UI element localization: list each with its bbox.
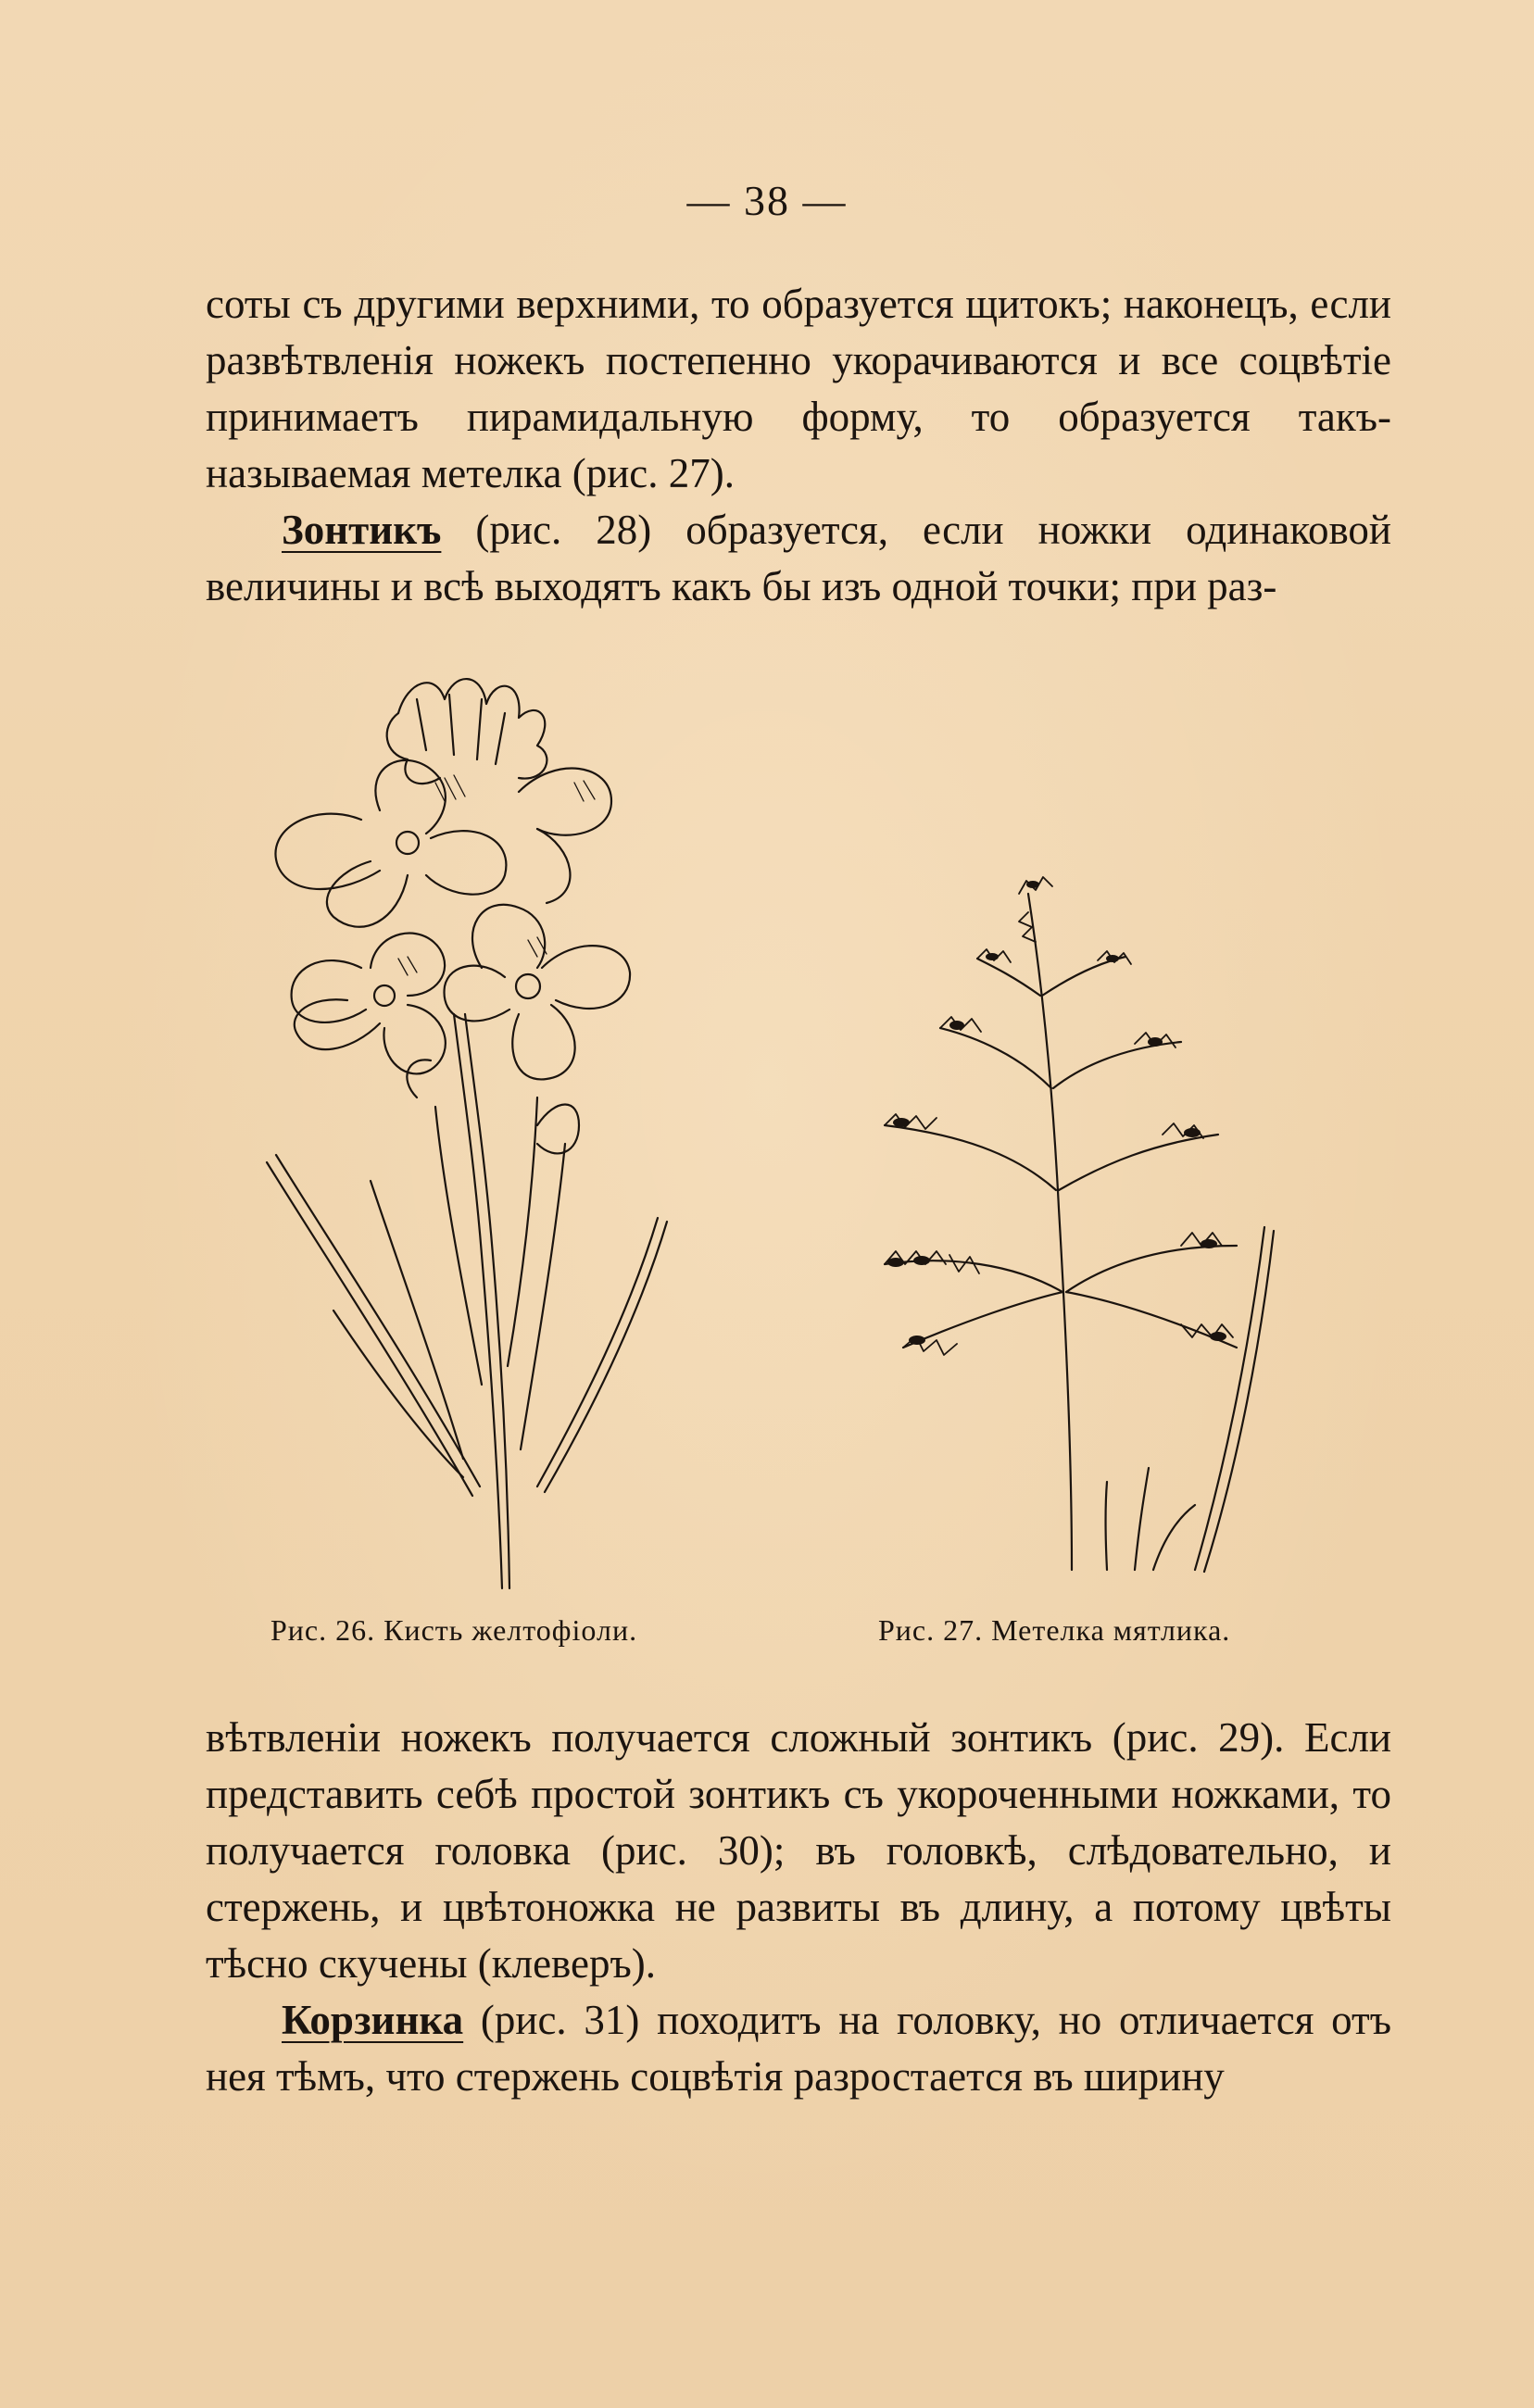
paragraph-slozhny-zontik: вѣтвленіи ножекъ получается сложный зонтикъ (рис. 29). Если представить себѣ простой зонтикъ съ укороченными ножками, то получается головка (рис. 30); въ головкѣ, слѣдовательно, и стержень, и цвѣтоножка не развиты въ длину, а потому цвѣты тѣсно скучены (клеверъ).: [206, 1714, 1391, 1987]
paragraph-zontik-text: (рис. 28) образуется, если ножки одинаковой величины и всѣ выходятъ какъ бы изъ одной точки; при раз-: [206, 507, 1391, 609]
text-block-top: [206, 276, 1391, 615]
flower-middle-right: [445, 905, 631, 1080]
paragraph-korzinka: [206, 1992, 1391, 2105]
page-number: — 38 —: [686, 177, 848, 224]
paragraph-continuation: соты съ другими верхними, то образуется щитокъ; наконецъ, если развѣтвленія ножекъ постепенно укорачиваются и все соцвѣтіе принимаетъ пирамидальную форму, то образуется такъ-называемая метелка (рис. 27).: [206, 281, 1391, 496]
term-korzinka: Корзинка: [282, 1997, 464, 2043]
figure-caption-26: Рис. 26. Кисть желтофіоли.: [270, 1613, 638, 1647]
meadow-grass-panicle-illustration: [829, 857, 1329, 1584]
paragraph-korzinka-text: (рис. 31) походитъ на головку, но отличается отъ нея тѣмъ, что стержень соцвѣтія разростается въ ширину: [206, 1997, 1391, 2100]
paragraph-zontik: [206, 502, 1391, 615]
text-block-bottom: [206, 1710, 1391, 2105]
flower-middle-left: [292, 934, 446, 1074]
term-zontik: Зонтикъ: [282, 507, 442, 553]
wallflower-illustration: [259, 662, 704, 1602]
figure-caption-27: Рис. 27. Метелка мятлика.: [878, 1613, 1231, 1647]
flower-upper-right: [519, 769, 611, 903]
flower-upper-left: [275, 760, 506, 927]
